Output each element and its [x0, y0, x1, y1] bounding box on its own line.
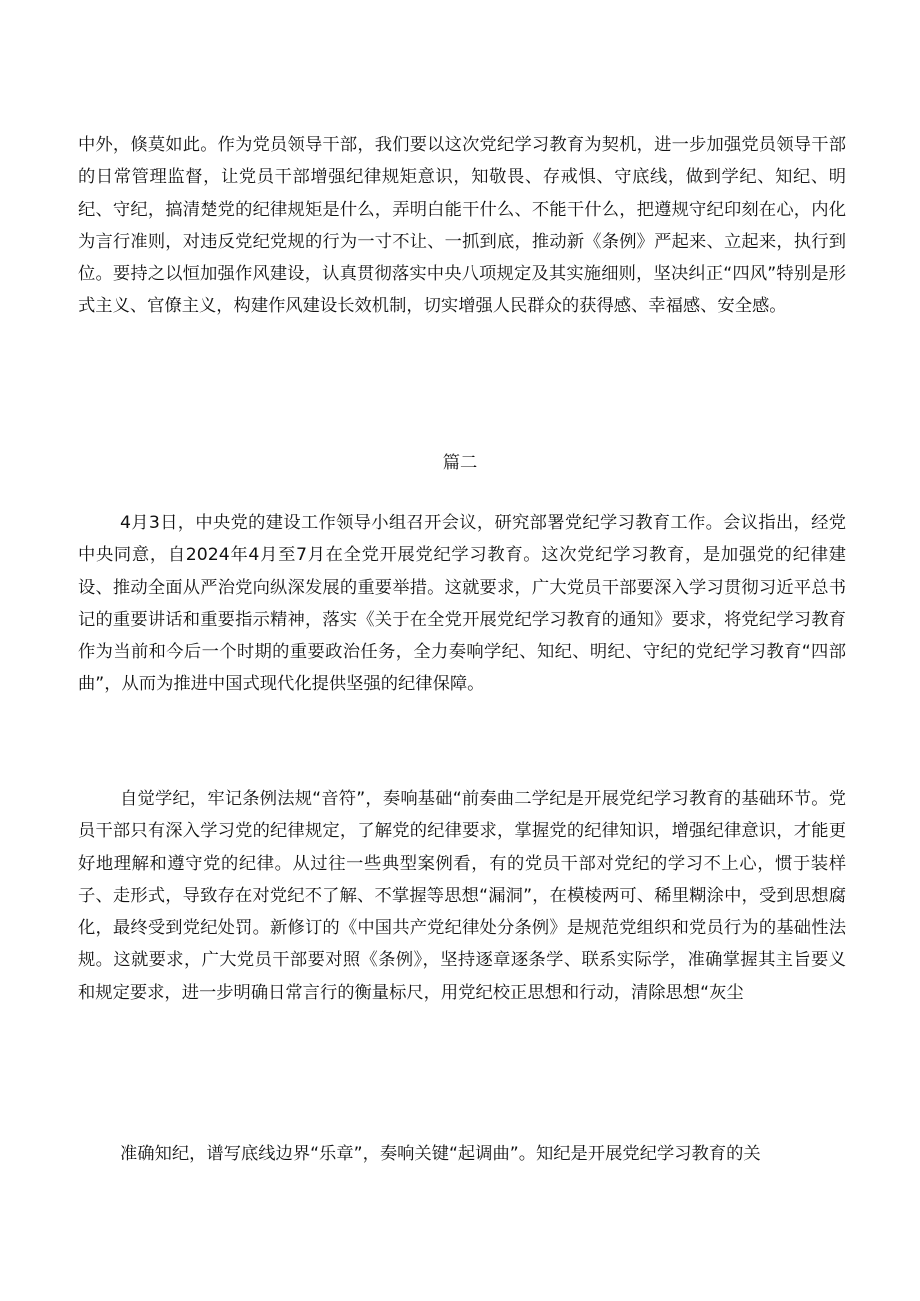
paragraph-3: 准确知纪，谱写底线边界“乐章”，奏响关键“起调曲”。知纪是开展党纪学习教育的关 — [120, 1144, 761, 1164]
paragraph-2: 自觉学纪，牢记条例法规“音符”，奏响基础“前奏曲二学纪是开展党纪学习教育的基础环节。党员干部只有深入学习党的纪律规定，了解党的纪律要求，掌握党的纪律知识，增强纪律意识，才能更好地理解和遵守党的纪律。从过往一些典型案例看，有的党员干部对党纪的学习不上心，惯于装样子、走形式，导致存在对党纪不了解、不掌握等思想“漏洞”，在模棱两可、稀里糊涂中，受到思想腐化，最终受到党纪处罚。新修订的《中国共产党纪律处分条例》是规范党组织和党员行为的基础性法规。这就要求，广大党员干部要对照《条例》，坚持逐章逐条学、联系实际学，准确掌握其主旨要义和规定要求，进一步明确日常言行的衡量标尺，用党纪校正思想和行动，清除思想“灰尘 — [78, 789, 846, 1003]
paragraph-1: 4月3日，中央党的建设工作领导小组召开会议，研究部署党纪学习教育工作。会议指出，经党中央同意，自2024年4月至7月在全党开展党纪学习教育。这次党纪学习教育，是加强党的纪律建设、推动全面从严治党向纵深发展的重要举措。这就要求，广大党员干部要深入学习贯彻习近平总书记的重要讲话和重要指示精神，落实《关于在全党开展党纪学习教育的通知》要求，将党纪学习教育作为当前和今后一个时期的重要政治任务，全力奏响学纪、知纪、明纪、守纪的党纪学习教育“四部曲”，从而为推进中国式现代化提供坚强的纪律保障。 — [78, 513, 846, 695]
paragraph-intro: 中外，倏莫如此。作为党员领导干部，我们要以这次党纪学习教育为契机，进一步加强党员领导干部的日常管理监督，让党员干部增强纪律规矩意识，知敬畏、存戒惧、守底线，做到学纪、知纪、明纪、守纪，搞清楚党的纪律规矩是什么，弄明白能干什么、不能干什么，把遵规守纪印刻在心，内化为言行准则，对违反党纪党规的行为一寸不让、一抓到底，推动新《条例》严起来、立起来，执行到位。要持之以恒加强作风建设，认真贯彻落实中央八项规定及其实施细则，坚决纠正“四风”特别是形式主义、官僚主义，构建作风建设长效机制，切实增强人民群众的获得感、幸福感、安全感。 — [78, 135, 846, 317]
section-title: 篇二 — [442, 453, 478, 473]
